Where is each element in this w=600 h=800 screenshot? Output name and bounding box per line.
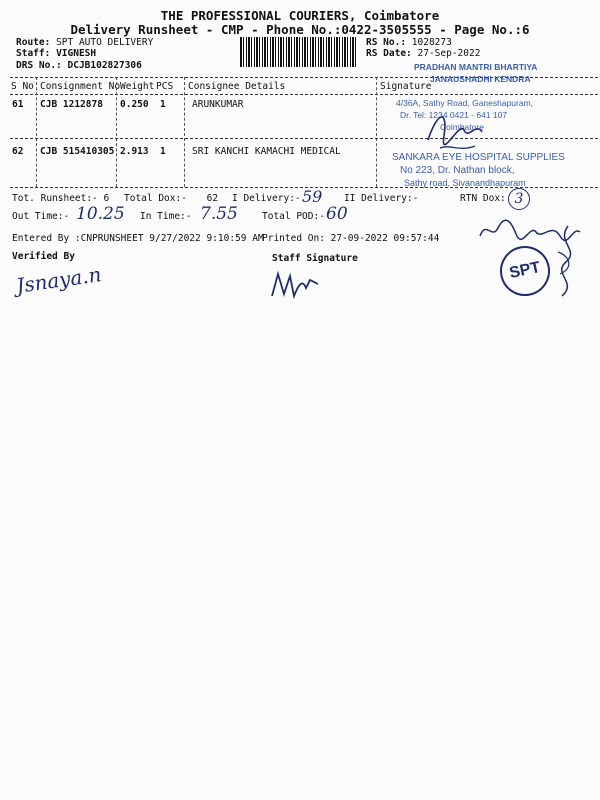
in-time: In Time:- (140, 211, 192, 222)
spt-seal: SPT (495, 241, 554, 300)
company-title: THE PROFESSIONAL COURIERS, Coimbatore (160, 8, 440, 23)
col-header-consignee: Consignee Details (188, 81, 286, 92)
verified-by-label: Verified By (12, 251, 75, 262)
out-time-value: 10.25 (76, 204, 125, 224)
rs-no-value: 1028273 (411, 37, 452, 48)
entered-by: Entered By :CNPRUNSHEET 9/27/2022 9:10:59 AM (12, 233, 264, 244)
margin-signature-icon (548, 222, 588, 302)
rtn-dox-value: 3 (508, 188, 530, 210)
col-header-consignment: Consignment No (40, 81, 121, 92)
row2-sno: 62 (12, 146, 24, 157)
row2-consignee: SRI KANCHI KAMACHI MEDICAL (192, 146, 341, 157)
drs-label: DRS No.: (16, 60, 62, 71)
staff-label: Staff: (16, 48, 51, 59)
staff-signature-label: Staff Signature (272, 253, 358, 264)
signature-scribble-icon (420, 100, 490, 160)
drs-row (16, 60, 142, 71)
ii-delivery: II Delivery:- (344, 193, 419, 204)
staff-value: VIGNESH (56, 48, 97, 59)
route-value: SPT AUTO DELIVERY (56, 37, 154, 48)
rs-no-label: RS No.: (366, 37, 407, 48)
in-time-value: 7.55 (200, 204, 238, 224)
col-header-sno: S No (11, 81, 34, 92)
row1-weight: 0.250 (120, 99, 149, 110)
rtn-dox: RTN Dox: (460, 193, 506, 204)
table-header-rule (10, 94, 598, 95)
col-header-weight: Weight (120, 81, 155, 92)
rs-date-label: RS Date: (366, 48, 412, 59)
route-row (16, 37, 153, 48)
row2-pcs: 1 (160, 146, 166, 157)
total-dox: Total Dox:- 62 (124, 193, 219, 204)
rs-date-row (366, 48, 480, 59)
route-label: Route: (16, 37, 51, 48)
row-divider (10, 138, 598, 139)
drs-value: DCJB102827306 (67, 60, 142, 71)
row2-consignment: CJB 515410305 (40, 146, 115, 157)
row1-pcs: 1 (160, 99, 166, 110)
total-pod-value: 60 (326, 204, 348, 224)
col-header-signature: Signature (380, 81, 432, 92)
col-header-pcs: PCS (156, 81, 174, 92)
i-delivery: I Delivery:- (232, 193, 301, 204)
tot-runsheet: Tot. Runsheet:- 6 (12, 193, 110, 204)
row1-consignee: ARUNKUMAR (192, 99, 244, 110)
staff-signature-icon (268, 268, 328, 302)
i-delivery-value: 59 (302, 187, 323, 206)
staff-row (16, 48, 96, 59)
total-pod: Total POD:- (262, 211, 325, 222)
runsheet-subtitle: Delivery Runsheet - CMP - Phone No.:0422-3505555 - Page No.:6 (70, 22, 530, 37)
row1-sno: 61 (12, 99, 24, 110)
verified-by-signature: Jsnaya.n (14, 262, 103, 298)
rs-date-value: 27-Sep-2022 (417, 48, 481, 59)
printed-on: Printed On: 27-09-2022 09:57:44 (262, 233, 440, 244)
row2-weight: 2.913 (120, 146, 149, 157)
rs-no-row (366, 37, 452, 48)
row1-consignment: CJB 1212878 (40, 99, 103, 110)
barcode (240, 37, 358, 67)
out-time: Out Time:- (12, 211, 70, 222)
